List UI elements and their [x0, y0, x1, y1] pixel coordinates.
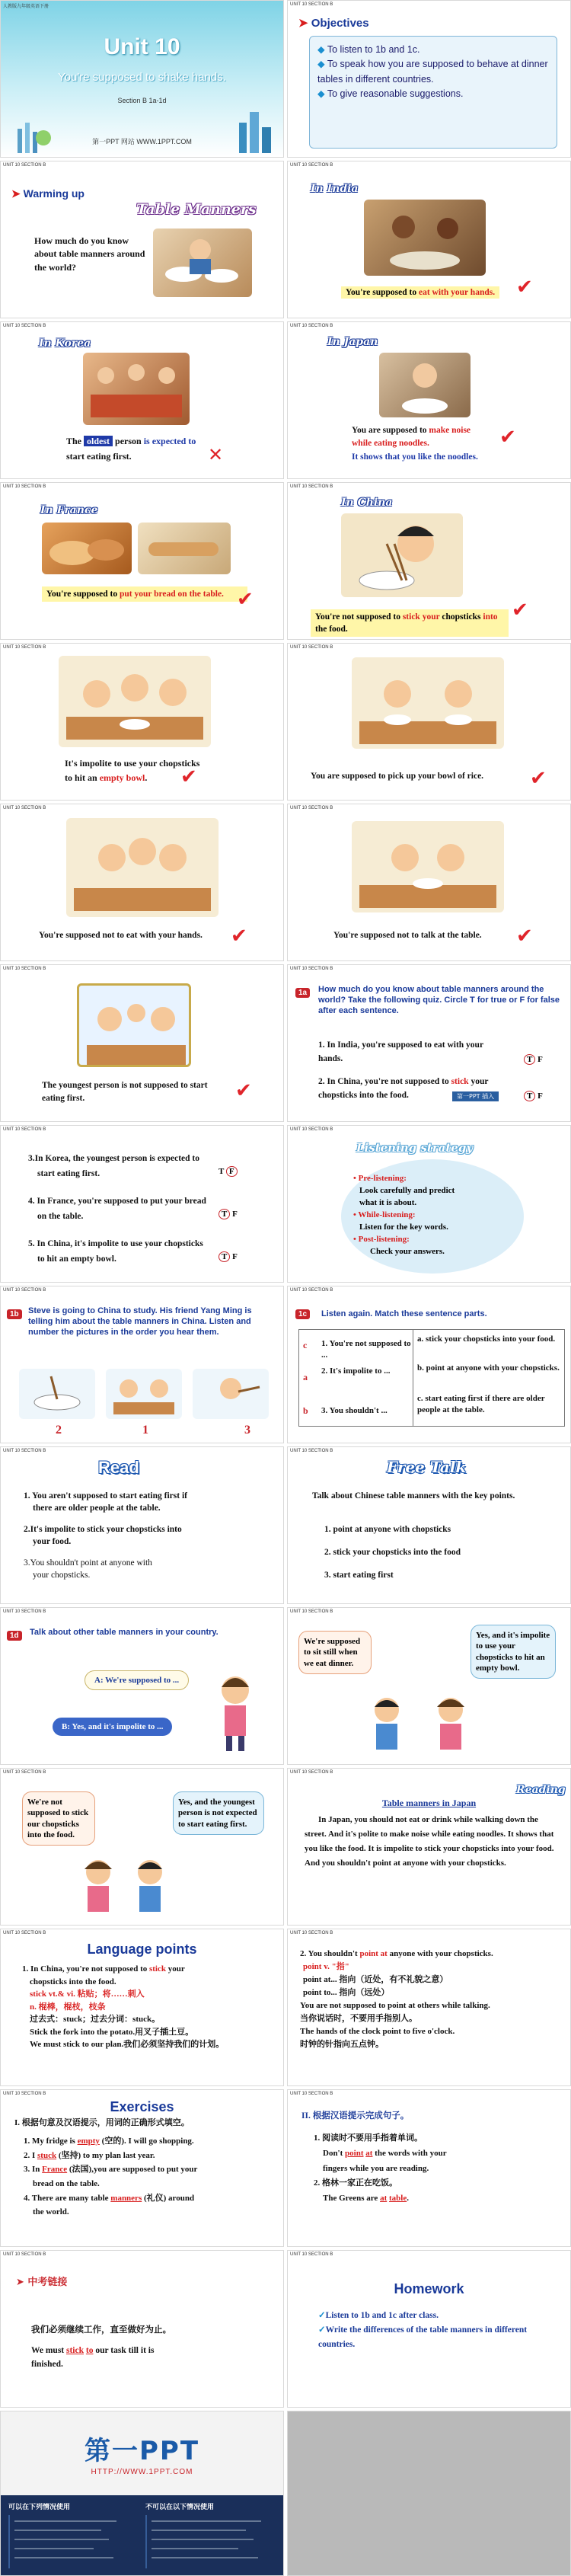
slide-impolite-hit-bowl[interactable]	[0, 643, 284, 801]
japan-photo	[379, 353, 471, 417]
slide-dialogue-1[interactable]	[287, 1607, 571, 1765]
slide-youngest[interactable]	[0, 964, 284, 1122]
warming-heading: ➤ Warming up	[11, 187, 85, 200]
usage-allowed: 可以在下列情况使用	[8, 2504, 71, 2511]
quiz-item-2: 2. In China, you're not supposed to stick your chopsticks into the food.	[318, 1077, 489, 1101]
slide-india[interactable]	[287, 161, 571, 318]
slide-china[interactable]	[287, 482, 571, 640]
language-point-1: 1. In China, you're not supposed to stick your chopsticks into the food. stick vt.& vi. 粘贴；将……刺入 n. 棍棒，棍枝，枝条 过去式：stuck；过去分词：stuck。 Stick the fork into the potato.用叉子插土豆。 We must stick to our plan.我们必须坚持我们的计划。	[22, 1964, 225, 2049]
answer-number: 2	[56, 1424, 62, 1437]
check-icon: ✔	[530, 767, 547, 790]
answer-tf-1[interactable]: T F	[524, 1055, 543, 1064]
exercise-badge: 1d	[7, 1631, 22, 1641]
bullet-icon: •	[353, 1174, 359, 1183]
slide-listening-strategy[interactable]	[287, 1125, 571, 1283]
slide-tag: UNIT 10 SECTION B	[3, 1770, 46, 1775]
discussion-instruction: Talk about other table manners in your country.	[30, 1628, 219, 1637]
check-icon: ✔	[499, 426, 516, 449]
free-talk-intro: Talk about Chinese table manners with the key points.	[312, 1491, 515, 1501]
slide-tag: UNIT 10 SECTION B	[3, 484, 46, 489]
language-point-2: 2. You shouldn't point at anyone with your chopsticks. point v. "指" point at... 指向（近处，有不礼貌之意） point to... 指向（远处） You are not supposed to point at others while talking. 当你说话时，不要用手指别人。 The hands of the clock point to five o'clock. 时钟的针指向五点钟。	[300, 1949, 493, 2050]
exam-chinese: 我们必须继续工作，直至做好为止。	[31, 2325, 171, 2335]
india-rule: You're supposed to eat with your hands.	[341, 286, 499, 299]
slide-1b[interactable]	[0, 1286, 284, 1443]
slide-tag: UNIT 10 SECTION B	[290, 645, 333, 650]
quiz-item-1: 1. In India, you're supposed to eat with your hands.	[318, 1040, 484, 1064]
diamond-icon: ◆	[317, 88, 327, 100]
check-icon: ✓	[318, 2311, 326, 2320]
slide-language-points[interactable]	[0, 1929, 284, 2086]
slide-tag: UNIT 10 SECTION B	[3, 1609, 46, 1614]
usage-forbidden: 不可以在以下情况使用	[145, 2504, 215, 2511]
brand-line: 第一PPT 网站 WWW.1PPT.COM	[92, 138, 192, 145]
picture-a	[19, 1369, 95, 1419]
speech-bubble-right: Yes, and the youngest person is not expected to start eating first.	[173, 1791, 264, 1835]
kids-bowl-cartoon	[352, 657, 504, 749]
homework-list	[318, 2309, 547, 2352]
picture-c	[193, 1369, 269, 1419]
exercise-badge: 1c	[295, 1309, 310, 1319]
slide-reading-japan[interactable]	[287, 1768, 571, 1926]
slide-homework[interactable]	[287, 2250, 571, 2408]
slide-tag: UNIT 10 SECTION B	[290, 1127, 333, 1132]
france-rule: You're supposed to put your bread on the table.	[42, 586, 247, 602]
brand-logo: 第一PPT	[84, 2436, 200, 2466]
slide-tag: UNIT 10 SECTION B	[290, 1449, 333, 1453]
match-left-3: 3. You shouldn't ...	[321, 1406, 388, 1415]
talk-point-1: 1. point at anyone with chopsticks	[324, 1525, 451, 1534]
country-heading: In China	[341, 497, 393, 509]
slide-quiz-continued[interactable]	[0, 1125, 284, 1283]
youngest-rule: The youngest person is not supposed to start eating first.	[42, 1081, 208, 1103]
exercise-item: 3. In France (法国),you are supposed to put your	[24, 2165, 198, 2175]
diamond-icon: ◆	[317, 44, 327, 55]
watermark-button: 第一PPT 插入	[452, 1091, 499, 1101]
match-right-a: a. stick your chopsticks into your food.	[417, 1334, 556, 1344]
slide-objectives[interactable]	[287, 0, 571, 158]
quiz-instruction: How much do you know about table manners around the world? Take the following quiz. Circle T for true or F for false after each sentence.	[318, 985, 560, 1015]
korea-rule-line1: The oldest person is expected to	[66, 436, 196, 446]
country-heading: In India	[311, 183, 359, 195]
diamond-icon: ◆	[317, 59, 327, 70]
slide-tag: UNIT 10 SECTION B	[290, 484, 333, 489]
slide-tag: UNIT 10 SECTION B	[290, 806, 333, 810]
objective-item: ◆ To listen to 1b and 1c.	[317, 44, 420, 55]
slide-tag: UNIT 10 SECTION B	[3, 1288, 46, 1293]
slide-free-talk[interactable]	[287, 1446, 571, 1604]
match-answer: b	[303, 1405, 308, 1416]
slide-tag: UNIT 10 SECTION B	[3, 1127, 46, 1132]
usage-forbidden-lines	[145, 2515, 275, 2568]
speech-bubble-left: We're supposed to sit still when we eat dinner.	[298, 1631, 372, 1674]
homework-item: ✓Listen to 1b and 1c after class.	[318, 2311, 439, 2320]
reading-title: Table manners in Japan	[381, 1798, 477, 1808]
answer-number: 1	[142, 1424, 148, 1437]
slide-tag: UNIT 10 SECTION B	[3, 2252, 46, 2257]
match-right-b: b. point at anyone with your chopsticks.	[417, 1363, 560, 1373]
speech-bubble-left: We're not supposed to stick our chopsticks into the food.	[22, 1791, 95, 1846]
china-rule: You're not supposed to stick your chopsticks into the food.	[311, 609, 509, 637]
slide-france[interactable]	[0, 482, 284, 640]
korea-photo	[83, 353, 190, 425]
check-icon: ✔	[516, 925, 533, 948]
slide-blank	[287, 2411, 571, 2576]
kids-table-cartoon	[59, 656, 211, 747]
slide-tag: UNIT 10 SECTION B	[290, 2252, 333, 2257]
girl-cartoon	[428, 1692, 474, 1763]
pick-up-rule: You are supposed to pick up your bowl of rice.	[311, 772, 484, 781]
check-icon: ✔	[180, 765, 197, 788]
talking-cartoon	[352, 821, 504, 912]
city-decoration	[236, 107, 274, 153]
slide-tag: UNIT 10 SECTION B	[290, 1609, 333, 1614]
objectives-heading: ➤ Objectives	[298, 17, 369, 30]
arrow-icon: ➤	[298, 17, 311, 30]
section-label: Section B 1a-1d	[117, 97, 167, 104]
slide-1d[interactable]	[0, 1607, 284, 1765]
answer-tf-2[interactable]: T F	[524, 1091, 543, 1101]
exercise-list: 1. My fridge is empty (空的). I will go shopping. 2. I stuck (坚持) to my plan last year. 3. In France (法国),you are supposed to put your bread on the table. 4. There are many table manners (礼仪) around the world.	[24, 2134, 275, 2220]
slide-japan[interactable]	[287, 321, 571, 479]
hands-rule: You're supposed not to eat with your hands.	[39, 931, 203, 940]
india-photo	[364, 200, 486, 276]
exercise-item: 2. I stuck (坚持) to my plan last year.	[24, 2150, 155, 2160]
girl-cartoon	[75, 1854, 121, 1924]
exercise-instruction: I. 根据句意及汉语提示，用词的正确形式填空。	[14, 2118, 190, 2127]
slide-warming-up[interactable]	[0, 161, 284, 318]
table-manners-banner: Table Manners	[136, 201, 257, 218]
unit-subtitle: You're supposed to shake hands.	[58, 71, 226, 84]
slide-tag: UNIT 10 SECTION B	[290, 2, 333, 7]
slide-pick-up-bowl[interactable]	[287, 643, 571, 801]
japan-rule: You are supposed to make noise while eating noodles. It shows that you like the noodles.	[352, 426, 478, 462]
match-instruction: Listen again. Match these sentence parts.	[321, 1309, 487, 1318]
check-icon: ✔	[516, 276, 533, 299]
slide-tag: UNIT 10 SECTION B	[290, 163, 333, 168]
match-answer: c	[303, 1340, 308, 1350]
match-right-c: c. start eating first if there are older people at the table.	[417, 1394, 545, 1414]
slide-tag: UNIT 10 SECTION B	[3, 324, 46, 328]
slide-exercises-2[interactable]	[287, 2089, 571, 2247]
slide-tag: UNIT 10 SECTION B	[3, 2092, 46, 2096]
exercise-badge: 1b	[7, 1309, 22, 1319]
usage-allowed-lines	[8, 2515, 130, 2568]
exercise-badge: 1a	[295, 988, 310, 998]
talk-point-2: 2. stick your chopsticks into the food	[324, 1548, 461, 1557]
slide-tag: UNIT 10 SECTION B	[3, 967, 46, 971]
plant-decoration	[8, 115, 54, 153]
slide-tag: UNIT 10 SECTION B	[290, 1288, 333, 1293]
slide-exercises[interactable]	[0, 2089, 284, 2247]
strategy-title: Listening strategy	[356, 1141, 474, 1155]
match-left-1: 1. You're not supposed to ...	[321, 1339, 411, 1360]
slide-1a-quiz[interactable]	[287, 964, 571, 1122]
country-heading: In France	[40, 504, 98, 516]
answer-tf-3[interactable]: T F	[219, 1167, 238, 1176]
slide-not-talk[interactable]	[287, 804, 571, 961]
girl-cartoon	[212, 1669, 258, 1753]
china-cartoon	[341, 513, 463, 597]
slide-tag: UNIT 10 SECTION B	[3, 806, 46, 810]
slide-brand[interactable]	[0, 2411, 284, 2576]
baguette-photo	[138, 523, 231, 574]
dinner-photo	[153, 229, 252, 297]
impolite-rule: It's impolite to use your chopsticks to hit an empty bowl.	[65, 758, 200, 784]
slide-tag: UNIT 10 SECTION B	[3, 1931, 46, 1935]
family-cartoon	[77, 983, 191, 1067]
objectives-box	[309, 36, 557, 149]
exercise-item: 4. There are many table manners (礼仪) around	[24, 2193, 195, 2203]
eating-hands-cartoon	[66, 818, 219, 917]
quiz-item-5: 5. In China, it's impolite to use your chopsticks to hit an empty bowl.	[28, 1239, 203, 1264]
match-answer: a	[303, 1372, 308, 1382]
bullet-icon: •	[353, 1210, 359, 1219]
slide-dialogue-2[interactable]	[0, 1768, 284, 1926]
listening-instruction: Steve is going to China to study. His friend Yang Ming is telling him about the table manners in China. Listen and number the pictures in the order you hear them.	[28, 1306, 252, 1337]
answer-tf-4[interactable]: T F	[219, 1210, 238, 1219]
read-line-1: 1. You aren't supposed to start eating first if there are older people at the table.	[24, 1491, 187, 1513]
check-icon: ✔	[512, 599, 528, 622]
slide-read[interactable]	[0, 1446, 284, 1604]
slide-title[interactable]	[0, 0, 284, 158]
unit-title: Unit 10	[104, 34, 180, 59]
korea-rule-line2: start eating first.	[66, 451, 132, 462]
language-points-title: Language points	[87, 1942, 197, 1957]
slide-language-points-2[interactable]	[287, 1929, 571, 2086]
check-icon: ✔	[235, 1079, 252, 1102]
reading-paragraph: In Japan, you should not eat or drink while walking down the street. And it's polite to make noise while eating noodles. It shows that you like the food. It is impolite to stick your chopsticks into your food. And you shouldn't point at anyone with your chopsticks.	[305, 1815, 554, 1868]
read-title: Read	[98, 1458, 139, 1477]
strategy-list: • Pre-listening: Look carefully and predict what it is about. • While-listening: Listen for the key words. • Post-listening: Check your answers.	[353, 1174, 455, 1256]
slide-tag: 人教版九年级英语下册	[3, 5, 49, 9]
bullet-icon: •	[353, 1234, 359, 1244]
answer-number: 3	[244, 1424, 250, 1437]
read-line-3: 3.You shouldn't point at anyone with your chopsticks.	[24, 1558, 152, 1580]
objective-item: ◆ To give reasonable suggestions.	[317, 88, 464, 100]
homework-item: ✓Write the differences of the table manners in different countries.	[318, 2325, 528, 2349]
quiz-item-3: 3.In Korea, the youngest person is expected to start eating first.	[28, 1154, 199, 1178]
slide-tag: UNIT 10 SECTION B	[3, 645, 46, 650]
exam-english: We must stick to our task till it is finished.	[31, 2346, 155, 2370]
exercises-title: Exercises	[110, 2099, 174, 2114]
bread-photo	[42, 523, 132, 574]
slide-tag: UNIT 10 SECTION B	[290, 2092, 333, 2096]
boy-cartoon	[127, 1854, 173, 1924]
slide-not-eat-hands[interactable]	[0, 804, 284, 961]
slide-tag: UNIT 10 SECTION B	[3, 163, 46, 168]
check-icon: ✔	[231, 925, 247, 948]
quiz-item-4: 4. In France, you're supposed to put your bread on the table.	[28, 1197, 206, 1221]
speech-bubble-a: A: We're supposed to ...	[85, 1670, 189, 1690]
reading-tag: Reading	[516, 1784, 566, 1796]
slide-tag: UNIT 10 SECTION B	[290, 1931, 333, 1935]
answer-tf-5[interactable]: T F	[219, 1252, 238, 1261]
exercise-list: 1. 阅读时不要用手指着单词。 Don't point at the words with your fingers while you are reading. 2. 格林一家正在吃饭。 The Greens are at table.	[314, 2133, 447, 2204]
slide-tag: UNIT 10 SECTION B	[290, 324, 333, 328]
slide-exam-link[interactable]	[0, 2250, 284, 2408]
objective-item: ◆ To speak how you are supposed to behave at dinner tables in different countries.	[317, 59, 548, 85]
country-heading: In Korea	[39, 337, 91, 350]
match-left-2: 2. It's impolite to ...	[321, 1366, 391, 1376]
country-heading: In Japan	[327, 336, 378, 348]
check-icon: ✔	[237, 588, 254, 611]
picture-b	[106, 1369, 182, 1419]
slide-korea[interactable]	[0, 321, 284, 479]
free-talk-title: Free Talk	[387, 1458, 467, 1476]
arrow-icon: ➤	[11, 187, 24, 200]
warming-question: How much do you know about table manners around the world?	[34, 235, 145, 273]
brand-url: HTTP://WWW.1PPT.COM	[91, 2468, 193, 2476]
speech-bubble-right: Yes, and it's impolite to use your chopsticks to hit an empty bowl.	[471, 1625, 556, 1679]
exercise-instruction: II. 根据汉语提示完成句子。	[301, 2111, 410, 2121]
arrow-icon: ➤	[16, 2277, 28, 2288]
speech-bubble-b: B: Yes, and it's impolite to ...	[53, 1718, 172, 1736]
slide-1c[interactable]	[287, 1286, 571, 1443]
homework-title: Homework	[394, 2281, 464, 2296]
slide-tag: UNIT 10 SECTION B	[290, 1770, 333, 1775]
talk-rule: You're supposed not to talk at the table.	[333, 931, 482, 940]
check-icon: ✓	[318, 2325, 326, 2335]
talk-point-3: 3. start eating first	[324, 1571, 394, 1580]
read-line-2: 2.It's impolite to stick your chopsticks into your food.	[24, 1525, 182, 1547]
exercise-item: 1. My fridge is empty (空的). I will go shopping.	[24, 2137, 194, 2146]
exam-link-title: ➤ 中考链接	[16, 2277, 68, 2288]
slide-tag: UNIT 10 SECTION B	[3, 1449, 46, 1453]
slide-tag: UNIT 10 SECTION B	[290, 967, 333, 971]
cross-icon: ✕	[208, 444, 224, 465]
boy-cartoon	[364, 1692, 410, 1763]
